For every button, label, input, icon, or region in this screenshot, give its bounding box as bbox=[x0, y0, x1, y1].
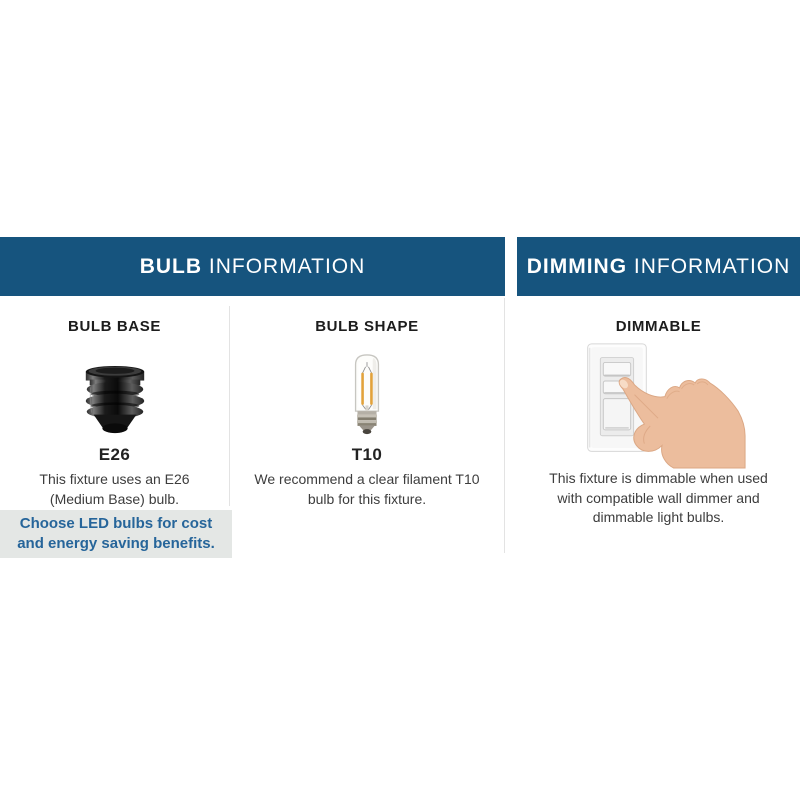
section-divider bbox=[504, 298, 505, 553]
dimming-information-header-rest: INFORMATION bbox=[627, 254, 791, 278]
bulb-base-heading: BULB BASE bbox=[68, 318, 161, 335]
bulb-information-header-rest: INFORMATION bbox=[202, 254, 366, 278]
bulb-shape-description bbox=[229, 470, 505, 509]
bulb-information-header bbox=[0, 237, 505, 296]
dimmable-description bbox=[517, 469, 800, 528]
dimmable-heading: DIMMABLE bbox=[615, 318, 702, 335]
bulb-base-code-label: E26 bbox=[98, 445, 131, 464]
bulb-base-description-text: This fixture uses an E26 (Medium Base) bulb. bbox=[39, 471, 190, 507]
led-tip-box bbox=[0, 510, 232, 558]
bulb-shape-description-text: We recommend a clear filament T10 bulb for this fixture. bbox=[254, 471, 480, 507]
bulb-base-description bbox=[0, 470, 229, 509]
dimmer-switch-hand-image bbox=[572, 338, 748, 475]
bulb-shape-code-label: T10 bbox=[351, 445, 383, 464]
t10-bulb-illustration bbox=[347, 352, 387, 436]
dimmer-switch-illustration bbox=[572, 338, 748, 470]
dimming-information-header bbox=[517, 237, 800, 296]
bulb-information-header-strong: BULB bbox=[139, 254, 203, 278]
e26-base-image bbox=[76, 364, 154, 441]
dimmable-description-text: This fixture is dimmable when used with compatible wall dimmer and dimmable light bulbs. bbox=[549, 470, 768, 525]
t10-bulb-image bbox=[347, 352, 387, 441]
led-tip-text: Choose LED bulbs for cost and energy saving benefits. bbox=[17, 515, 215, 552]
dimming-information-header-strong: DIMMING bbox=[526, 254, 628, 278]
e26-base-illustration bbox=[76, 364, 154, 436]
bulb-shape-heading: BULB SHAPE bbox=[315, 318, 419, 335]
